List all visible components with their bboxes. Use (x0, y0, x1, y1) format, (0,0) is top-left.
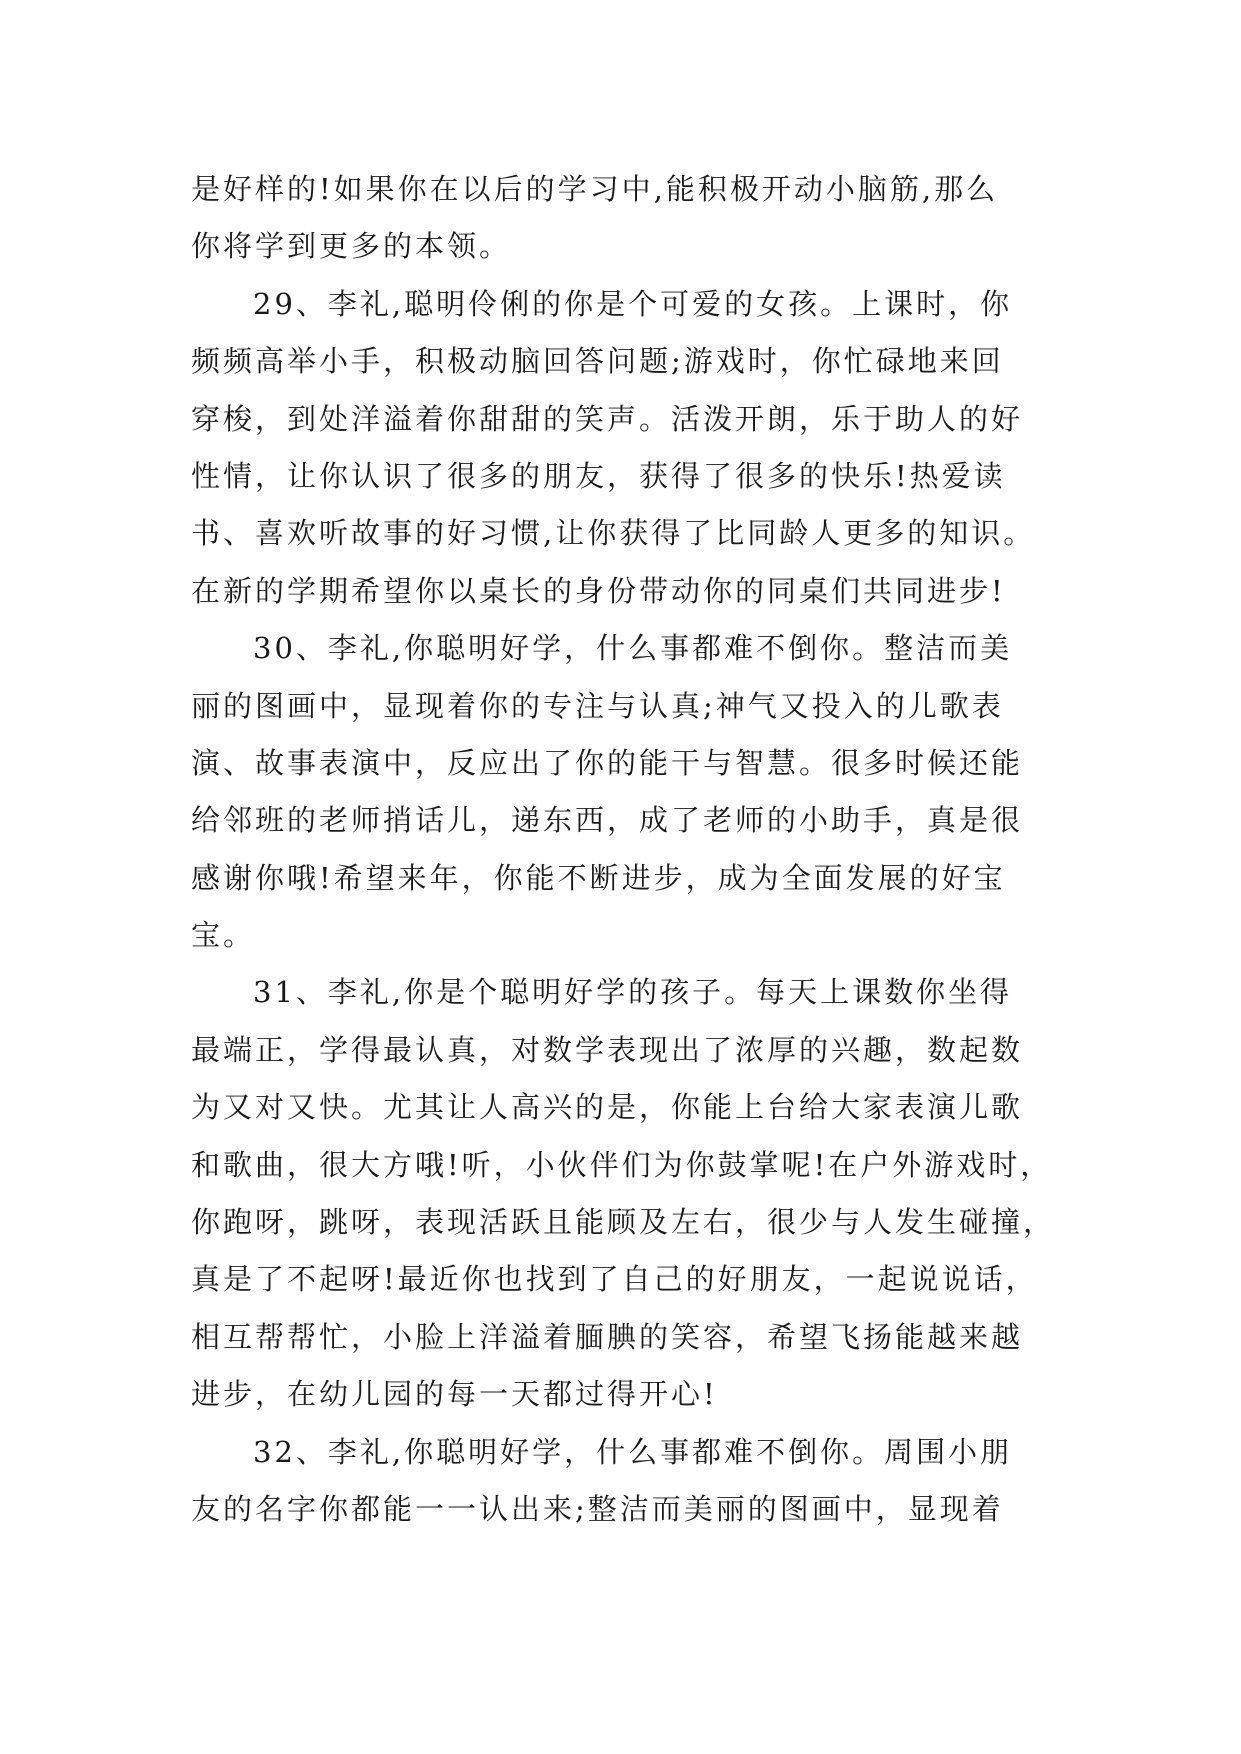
text-line: 频频高举小手，积极动脑回答问题;游戏时，你忙碌地来回 (191, 344, 1004, 379)
text-line: 你将学到更多的本领。 (191, 229, 512, 264)
paragraph-29-first-line: 29、李礼,聪明伶俐的你是个可爱的女孩。上课时，你 (253, 286, 1013, 321)
text-line: 和歌曲，很大方哦!听，小伙伴们为你鼓掌呢!在户外游戏时， (191, 1147, 1053, 1182)
text-line: 性情，让你认识了很多的朋友，获得了很多的快乐!热爱读 (191, 458, 1006, 493)
text-line: 演、故事表演中，反应出了你的能干与智慧。很多时候还能 (191, 745, 1024, 780)
text-line: 是好样的!如果你在以后的学习中,能积极开动小脑筋,那么 (191, 172, 999, 206)
text-line: 进步，在幼儿园的每一天都过得开心! (191, 1377, 718, 1412)
text-line: 感谢你哦!希望来年，你能不断进步，成为全面发展的好宝 (191, 860, 1006, 895)
paragraph-32-first-line: 32、李礼,你聪明好学，什么事都难不倒你。周围小朋 (253, 1434, 1013, 1469)
text-line: 在新的学期希望你以桌长的身份带动你的同桌们共同进步! (191, 573, 1006, 608)
paragraph-30-first-line: 30、李礼,你聪明好学，什么事都难不倒你。整洁而美 (253, 631, 1013, 666)
text-line: 丽的图画中，显现着你的专注与认真;神气又投入的儿歌表 (191, 688, 1004, 723)
text-line: 书、喜欢听故事的好习惯,让你获得了比同龄人更多的知识。 (191, 516, 1036, 551)
text-line: 给邻班的老师捎话儿，递东西，成了老师的小助手，真是很 (191, 803, 1024, 838)
text-line: 穿梭，到处洋溢着你甜甜的笑声。活泼开朗，乐于助人的好 (191, 401, 1024, 436)
text-line: 友的名字你都能一一认出来;整洁而美丽的图画中，显现着 (191, 1491, 1004, 1526)
text-line: 最端正，学得最认真，对数学表现出了浓厚的兴趣，数起数 (191, 1032, 1024, 1067)
text-line: 你跑呀，跳呀，表现活跃且能顾及左右，很少与人发生碰撞， (191, 1205, 1056, 1240)
document-body (191, 161, 1056, 1538)
text-line: 为又对又快。尤其让人高兴的是，你能上台给大家表演儿歌 (191, 1090, 1024, 1125)
text-line: 真是了不起呀!最近你也找到了自己的好朋友，一起说说话， (191, 1262, 1038, 1297)
text-line: 相互帮帮忙，小脸上洋溢着腼腆的笑容，希望飞扬能越来越 (191, 1319, 1024, 1354)
text-line: 宝。 (191, 918, 256, 953)
paragraph-31-first-line: 31、李礼,你是个聪明好学的孩子。每天上课数你坐得 (253, 975, 1013, 1010)
